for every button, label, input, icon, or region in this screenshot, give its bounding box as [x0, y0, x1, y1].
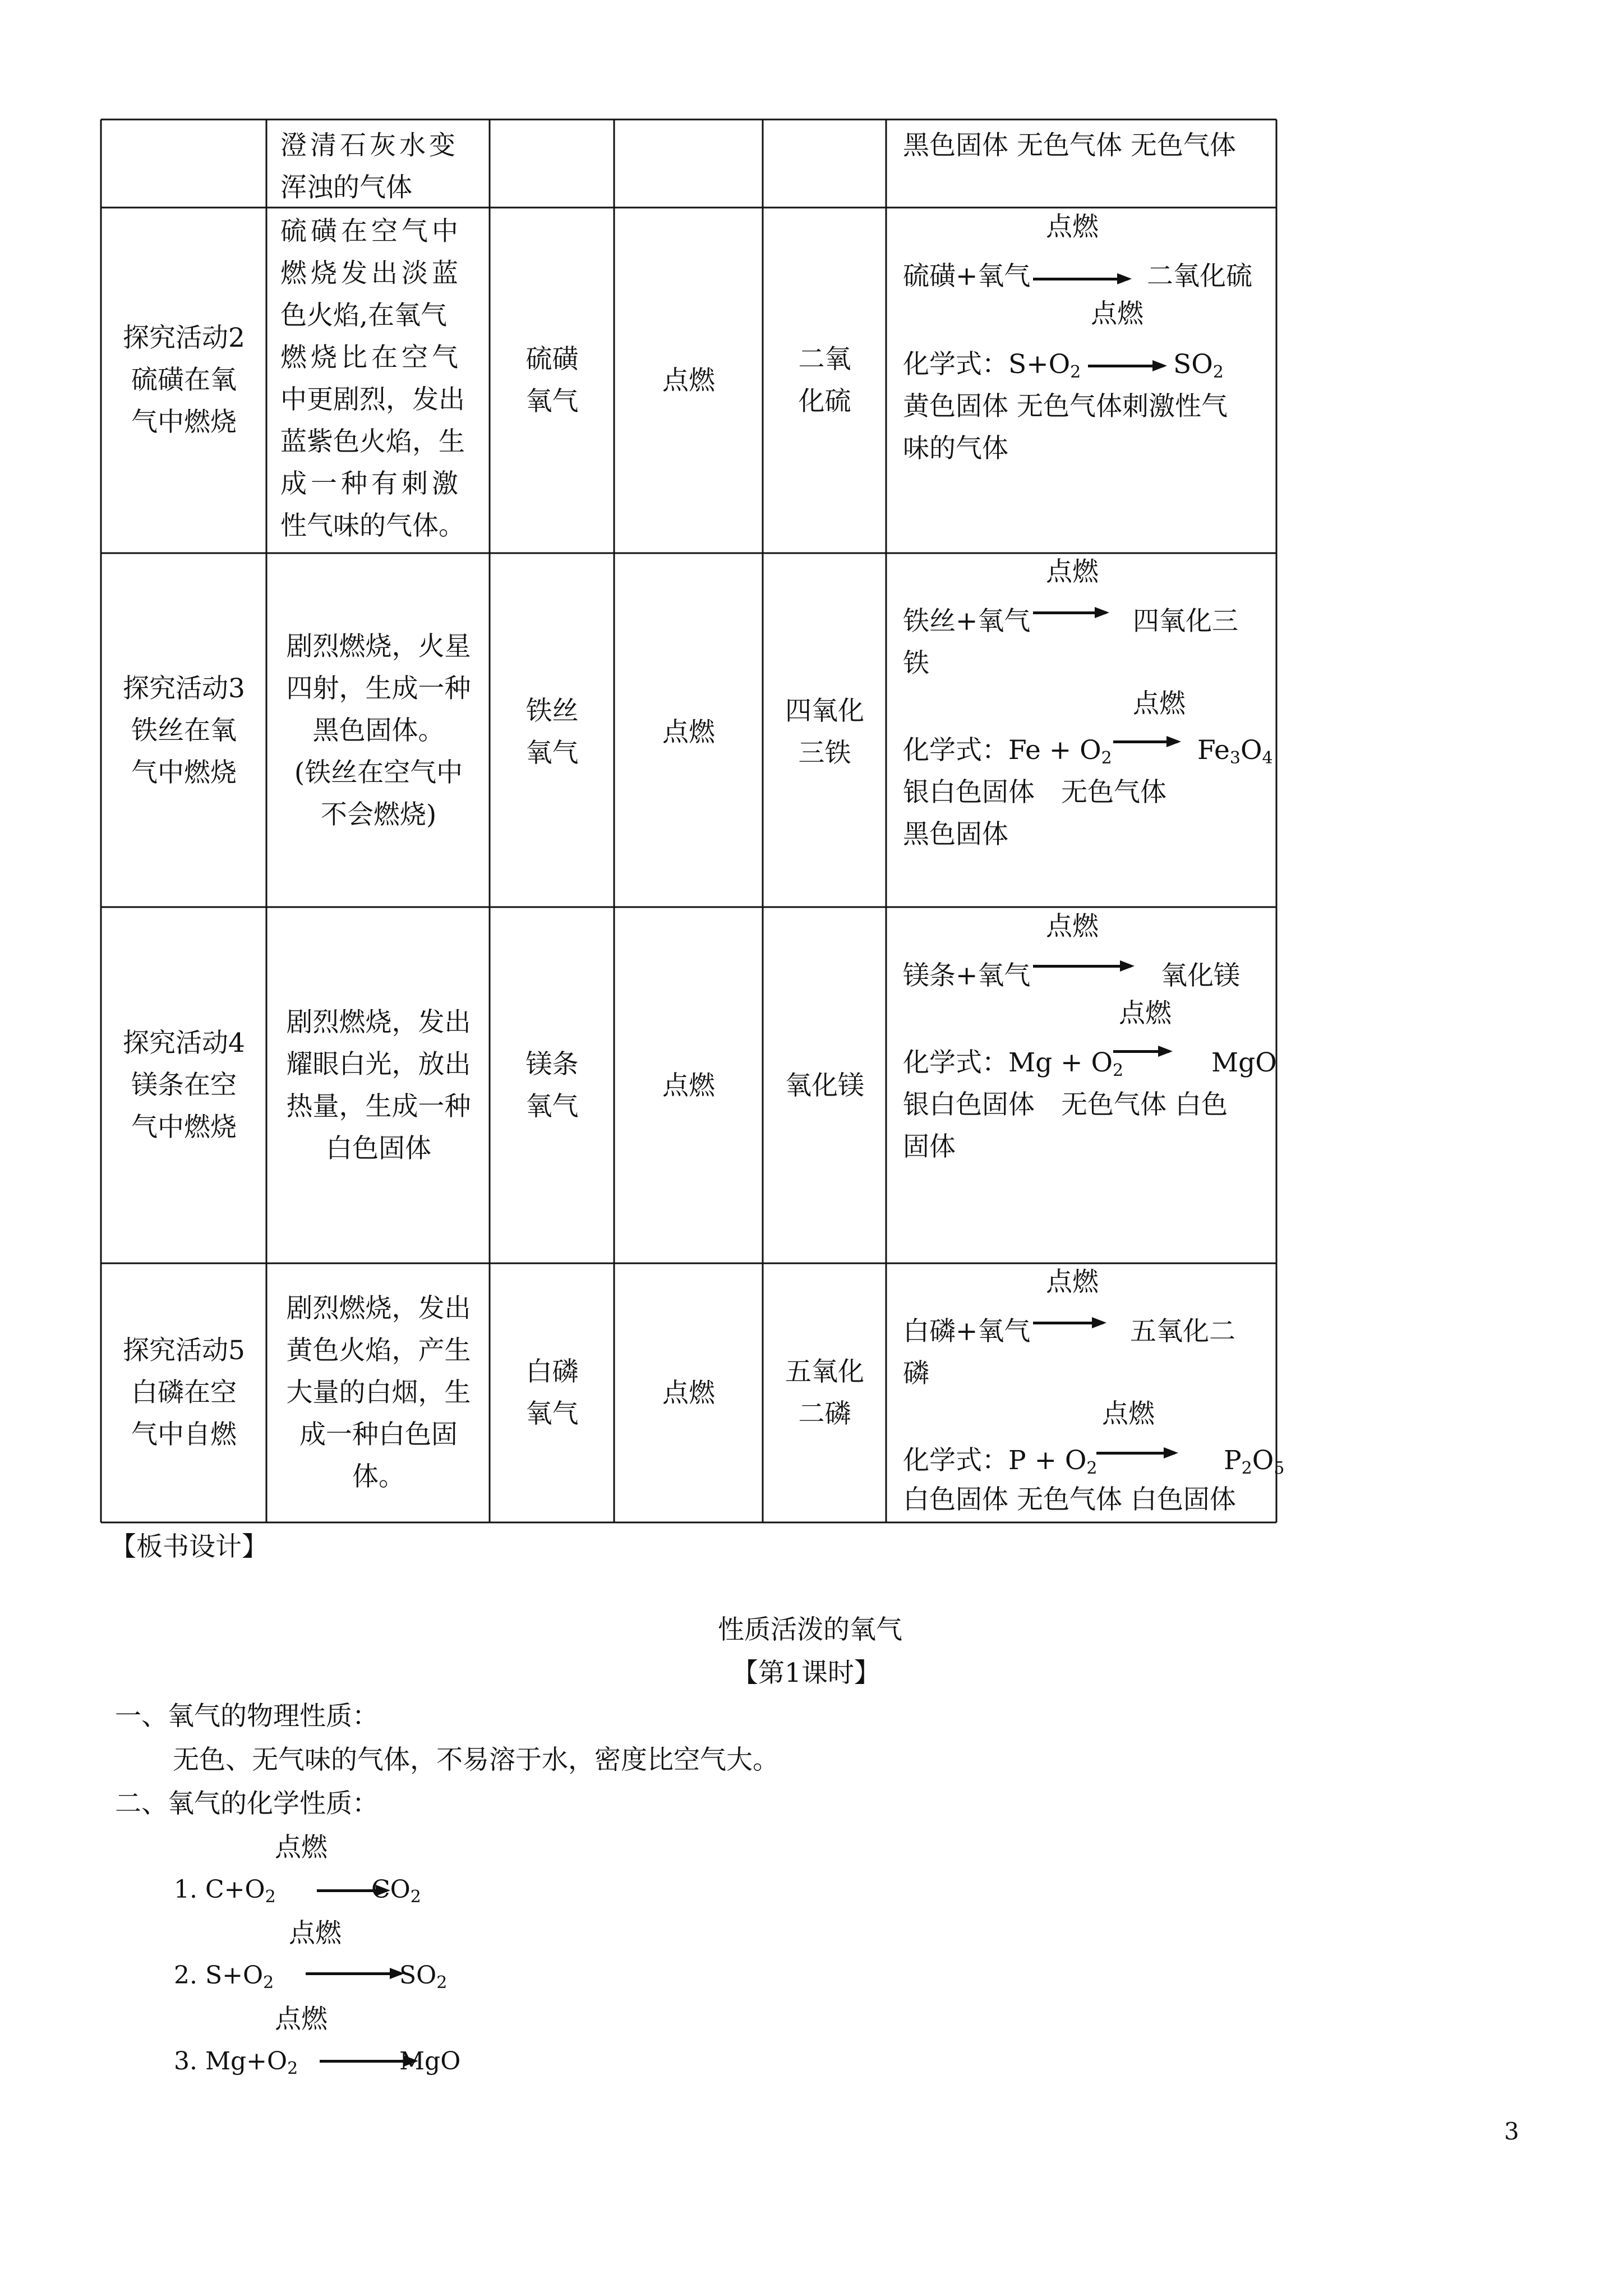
- top-row-record: 黑色固体 无色气体 无色气体: [903, 130, 1236, 161]
- activity-line: 硫磺在氧: [131, 365, 237, 395]
- formula-text: 化学式：S+O: [903, 349, 1071, 380]
- reagent-line: 氧气: [525, 1398, 579, 1429]
- reaction-arrow: [1096, 1452, 1175, 1455]
- phenomenon-line: 大量的白烟，生: [286, 1377, 471, 1408]
- subscript: 5: [1274, 1458, 1285, 1478]
- equation-left: [174, 1875, 276, 1907]
- phenomenon-line: 体。: [352, 1461, 405, 1492]
- record-cell-4: [903, 910, 1277, 1258]
- condition-cell-4: 点燃: [662, 1070, 715, 1101]
- product-line: 五氧化: [785, 1356, 864, 1387]
- word-equation-left: 铁丝+氧气: [903, 606, 1031, 637]
- reagent-cell-3: [491, 690, 613, 774]
- phenomenon-line: 性气味的气体。: [280, 510, 465, 541]
- phenomenon-line: 白色固体: [326, 1133, 431, 1164]
- record-extra: [903, 385, 1228, 470]
- formula-text: 化学式：Fe + O: [903, 735, 1101, 766]
- product-line: 四氧化: [785, 696, 864, 726]
- text-line: 澄清石灰水变: [280, 130, 459, 161]
- product-cell-4: [764, 1065, 885, 1107]
- condition-cell-2: 点燃: [662, 365, 715, 396]
- subscript: 4: [1262, 748, 1273, 768]
- activity-line: 探究活动2: [123, 323, 245, 353]
- equation-right: MgO: [399, 2047, 461, 2076]
- equation-left: [174, 2047, 298, 2076]
- phenomenon-line: 不会燃烧): [320, 799, 437, 830]
- phenomenon-line: 燃烧比在空气: [280, 342, 462, 373]
- phenomenon-line: 色火焰,在氧气: [280, 300, 447, 331]
- phenomenon-cell-5: [275, 1287, 482, 1498]
- reaction-condition-label: 点燃: [1046, 911, 1099, 942]
- subscript: 2: [265, 1887, 276, 1907]
- activity-line: 气中自燃: [131, 1419, 237, 1450]
- formula-text: 1. C+O: [174, 1875, 265, 1904]
- equation-right: [399, 1961, 448, 1993]
- record-line: 黑色固体: [903, 819, 1008, 850]
- formula-text: Fe: [1197, 735, 1230, 766]
- formula-text: O: [1240, 735, 1262, 766]
- formula-text: 化学式：P + O: [903, 1445, 1087, 1476]
- reagent-cell-2: [491, 338, 613, 422]
- activity-line: 探究活动5: [123, 1335, 245, 1366]
- subscript: 2: [410, 1887, 421, 1907]
- phenomenon-cell-4: [275, 1001, 482, 1170]
- reagent-line: 氧气: [525, 386, 579, 417]
- reaction-condition-label: 点燃: [1133, 688, 1186, 719]
- product-line: 二磷: [798, 1398, 851, 1429]
- phenomenon-line: 耀眼白光，放出: [286, 1049, 471, 1080]
- formula-text: CO: [371, 1875, 411, 1904]
- reaction-condition-label: 点燃: [1091, 298, 1144, 329]
- equation-condition: 点燃: [275, 2004, 328, 2035]
- subscript: 2: [1086, 1458, 1098, 1478]
- activity-line: 气中燃烧: [131, 407, 237, 438]
- formula-text: 2. S+O: [174, 1961, 264, 1990]
- activity-line: 探究活动3: [123, 673, 245, 704]
- word-equation-wrap: 铁: [903, 648, 929, 679]
- word-equation-right: 二氧化硫: [1147, 261, 1252, 292]
- formula-text: 3. Mg+O: [174, 2047, 288, 2076]
- reagent-line: 白磷: [525, 1356, 579, 1387]
- reaction-arrow: [1088, 365, 1164, 367]
- record-extra: [903, 1084, 1228, 1168]
- condition-cell-3: 点燃: [662, 717, 715, 748]
- subscript: 2: [1241, 1458, 1252, 1478]
- subscript: 2: [1212, 362, 1224, 382]
- word-equation-right: 氧化镁: [1161, 960, 1240, 991]
- text-line: 浑浊的气体: [280, 172, 412, 203]
- phenomenon-line: 剧烈燃烧，发出: [286, 1293, 471, 1324]
- phenomenon-line: 成一种白色固: [299, 1419, 458, 1450]
- phenomenon-line: 蓝紫色火焰，生: [280, 426, 465, 457]
- reagent-line: 氧气: [525, 1091, 579, 1122]
- formula-right: [1197, 729, 1273, 771]
- record-line: 味的气体: [903, 433, 1008, 464]
- reaction-condition-label: 点燃: [1046, 211, 1099, 242]
- activity-cell-4: [103, 1022, 265, 1148]
- phenomenon-line: 剧烈燃烧，火星: [286, 631, 471, 662]
- record-extra: [903, 771, 1166, 855]
- reaction-condition-label: 点燃: [1046, 1267, 1099, 1297]
- top-row-phenomenon: [280, 125, 477, 209]
- board-heading: 【板书设计】: [110, 1531, 268, 1562]
- formula-text: P: [1224, 1445, 1242, 1476]
- word-equation-left: 镁条+氧气: [903, 960, 1031, 991]
- section-physical-text: 无色、无气味的气体，不易溶于水，密度比空气大。: [173, 1745, 779, 1775]
- board-title: 性质活泼的氧气: [718, 1614, 902, 1645]
- equation-right: [371, 1875, 421, 1907]
- word-equation-wrap: 磷: [903, 1358, 929, 1389]
- record-cell-2: [903, 210, 1273, 547]
- activity-line: 探究活动4: [123, 1028, 245, 1059]
- record-line: 银白色固体 无色气体 白色: [903, 1089, 1228, 1120]
- formula-right: [1224, 1439, 1284, 1481]
- formula-text: O: [1252, 1445, 1274, 1476]
- phenomenon-line: 燃烧发出淡蓝: [280, 258, 462, 289]
- equation-left: [174, 1961, 274, 1993]
- activity-line: 镁条在空: [131, 1070, 237, 1101]
- reagent-line: 硫磺: [525, 344, 579, 375]
- formula-right: MgO: [1211, 1047, 1277, 1078]
- reaction-arrow: [1113, 740, 1178, 743]
- lesson-label: 【第1课时】: [732, 1658, 880, 1688]
- formula-left: [903, 1439, 1098, 1481]
- reaction-arrow: [1033, 1322, 1103, 1324]
- subscript: 2: [287, 2059, 298, 2078]
- reagent-cell-5: [491, 1351, 613, 1435]
- product-line: 氧化镁: [785, 1070, 864, 1101]
- subscript: 2: [1101, 748, 1112, 768]
- record-cell-5: [903, 1266, 1285, 1521]
- equation-condition: 点燃: [275, 1832, 328, 1863]
- formula-text: SO: [1173, 349, 1213, 380]
- word-equation-left: 白磷+氧气: [903, 1316, 1031, 1347]
- phenomenon-line: (铁丝在空气中: [294, 757, 463, 788]
- activity-cell-5: [103, 1329, 265, 1456]
- phenomenon-line: 黄色火焰，产生: [286, 1335, 471, 1366]
- reaction-condition-label: 点燃: [1119, 998, 1172, 1029]
- reagent-line: 镁条: [525, 1049, 579, 1080]
- activity-line: 气中燃烧: [131, 757, 237, 788]
- product-cell-5: [764, 1351, 885, 1435]
- formula-right: [1173, 343, 1224, 385]
- product-cell-2: [764, 338, 885, 422]
- activity-line: 铁丝在氧: [131, 715, 237, 746]
- phenomenon-line: 四射，生成一种: [286, 673, 471, 704]
- activity-line: 气中燃烧: [131, 1112, 237, 1143]
- word-equation-right: 五氧化二: [1130, 1316, 1235, 1347]
- activity-cell-2: [103, 317, 265, 443]
- subscript: 2: [1070, 362, 1081, 382]
- record-cell-3: [903, 555, 1273, 903]
- product-line: 三铁: [798, 738, 851, 769]
- activity-line: 白磷在空: [131, 1377, 237, 1408]
- section-chemical: 二、氧气的化学性质：: [115, 1788, 379, 1819]
- subscript: 3: [1229, 748, 1241, 768]
- phenomenon-line: 黑色固体。: [312, 715, 445, 746]
- reaction-condition-label: 点燃: [1102, 1398, 1155, 1429]
- formula-left: [903, 1042, 1123, 1084]
- record-line: 白色固体 无色气体 白色固体: [903, 1484, 1236, 1515]
- word-equation-right: 四氧化三: [1133, 606, 1238, 637]
- record-line: 黄色固体 无色气体刺激性气: [903, 391, 1228, 422]
- reaction-arrow: [1033, 965, 1131, 968]
- word-equation-left: 硫磺+氧气: [903, 261, 1031, 292]
- record-line: 银白色固体 无色气体: [903, 777, 1166, 808]
- phenomenon-cell-3: [275, 625, 482, 836]
- reagent-line: 氧气: [525, 738, 579, 769]
- subscript: 2: [436, 1973, 448, 1993]
- section-physical: 一、氧气的物理性质：: [115, 1701, 379, 1732]
- record-line: 固体: [903, 1131, 956, 1162]
- reaction-arrow: [1113, 1050, 1169, 1053]
- reagent-line: 铁丝: [525, 696, 579, 726]
- formula-left: [903, 343, 1081, 385]
- page-number: 3: [1504, 2118, 1519, 2145]
- formula-text: 化学式：Mg + O: [903, 1047, 1113, 1078]
- reaction-arrow: [1033, 278, 1128, 280]
- phenomenon-line: 硫磺在空气中: [280, 216, 462, 247]
- phenomenon-line: 中更剧烈，发出: [280, 384, 465, 415]
- phenomenon-line: 剧烈燃烧，发出: [286, 1007, 471, 1038]
- formula-text: SO: [399, 1961, 437, 1990]
- activity-cell-3: [103, 668, 265, 794]
- reagent-cell-4: [491, 1043, 613, 1128]
- reaction-condition-label: 点燃: [1046, 556, 1099, 587]
- condition-cell-5: 点燃: [662, 1378, 715, 1409]
- record-extra: [903, 1479, 1236, 1521]
- product-line: 化硫: [798, 386, 851, 417]
- phenomenon-cell-2: [280, 210, 477, 547]
- formula-left: [903, 729, 1112, 771]
- reaction-arrow: [1033, 611, 1106, 614]
- product-line: 二氧: [798, 344, 851, 375]
- phenomenon-line: 成一种有刺激: [280, 468, 462, 499]
- reaction-arrow: [306, 1972, 401, 1975]
- subscript: 2: [1113, 1061, 1124, 1080]
- product-cell-3: [764, 690, 885, 774]
- phenomenon-line: 热量，生成一种: [286, 1091, 471, 1122]
- equation-condition: 点燃: [289, 1918, 342, 1949]
- subscript: 2: [263, 1973, 274, 1993]
